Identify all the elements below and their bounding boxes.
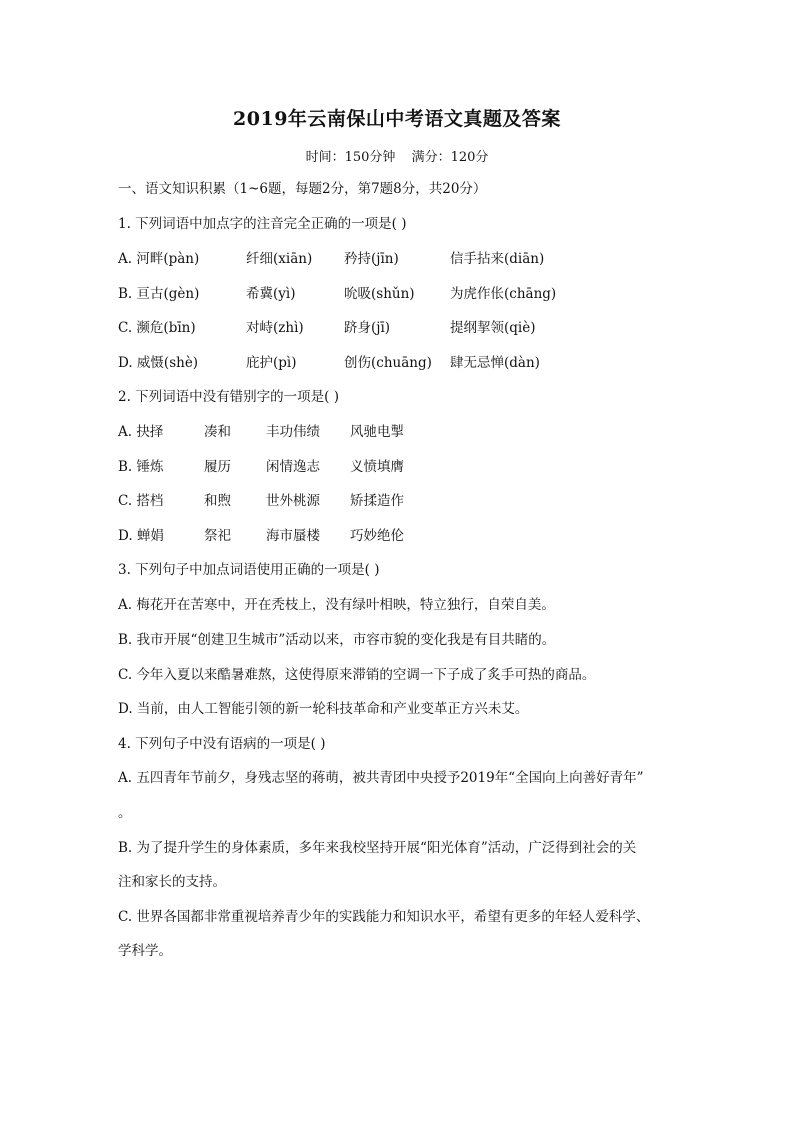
option-word: 海市蜃楼 — [266, 528, 320, 544]
option-word: A. 河畔(pàn) — [118, 251, 200, 267]
option-word: 跻身(jī) — [344, 320, 391, 336]
question-3-option-c: C. 今年入夏以来酷暑难熬，这使得原来滞销的空调一下子成了炙手可热的商品。 — [118, 667, 596, 683]
option-word: 矜持(jīn) — [344, 251, 399, 267]
exam-meta — [0, 146, 794, 165]
option-word: 风驰电掣 — [350, 424, 404, 440]
option-word: 世外桃源 — [266, 493, 320, 509]
section-heading: 一、语文知识积累（1~6题，每题2分，第7题8分，共20分） — [118, 181, 487, 197]
option-word: 闲情逸志 — [266, 459, 320, 475]
option-word: B. 锤炼 — [118, 459, 164, 475]
option-word: C. 濒危(bīn) — [118, 320, 196, 336]
option-word: 祭祀 — [204, 528, 231, 544]
option-word: 为虎作伥(chāng) — [450, 286, 557, 302]
option-word: 提纲挈领(qiè) — [450, 320, 536, 336]
option-word: 丰功伟绩 — [266, 424, 320, 440]
option-word: A. 抉择 — [118, 424, 164, 440]
question-2-stem: 2. 下列词语中没有错别字的一项是( ) — [118, 389, 339, 405]
question-3-stem: 3. 下列句子中加点词语使用正确的一项是( ) — [118, 562, 380, 578]
question-4-option-a: A. 五四青年节前夕，身残志坚的蒋萌，被共青团中央授予2019年“全国向上向善好青年” — [118, 770, 644, 786]
question-3-option-d: D. 当前，由人工智能引领的新一轮科技革命和产业变革正方兴未艾。 — [118, 701, 529, 717]
question-4-option-c-cont: 学科学。 — [118, 943, 172, 959]
option-word: 信手拈来(diān) — [450, 251, 545, 267]
option-word: D. 蝉娟 — [118, 528, 164, 544]
option-word: 义愤填膺 — [350, 459, 404, 475]
question-4-option-b: B. 为了提升学生的身体素质，多年来我校坚持开展“阳光体育”活动，广泛得到社会的关 — [118, 840, 637, 856]
exam-score: 满分：120分 — [411, 150, 489, 165]
question-4-option-c: C. 世界各国都非常重视培养青少年的实践能力和知识水平，希望有更多的年轻人爱科学、 — [118, 909, 650, 925]
option-word: B. 亘古(gèn) — [118, 286, 200, 302]
option-word: 凑和 — [204, 424, 231, 440]
option-word: D. 威慑(shè) — [118, 355, 199, 371]
option-word: 吮吸(shǔn) — [344, 286, 415, 302]
option-word: 庇护(pì) — [246, 355, 297, 371]
option-word: 肆无忌惮(dàn) — [450, 355, 540, 371]
option-word: 和煦 — [204, 493, 231, 509]
question-1-stem: 1. 下列词语中加点字的注音完全正确的一项是( ) — [118, 216, 407, 232]
question-4-option-a-cont: 。 — [118, 805, 132, 821]
option-word: 创伤(chuāng) — [344, 355, 432, 371]
question-3-option-a: A. 梅花开在苦寒中，开在秃枝上，没有绿叶相映，特立独行，自荣自美。 — [118, 597, 555, 613]
option-word: C. 搭档 — [118, 493, 164, 509]
option-word: 纤细(xiān) — [246, 251, 313, 267]
question-4-option-b-cont: 注和家长的支持。 — [118, 874, 226, 890]
question-4-stem: 4. 下列句子中没有语病的一项是( ) — [118, 736, 326, 752]
option-word: 履历 — [204, 459, 231, 475]
option-word: 希冀(yì) — [246, 286, 296, 302]
exam-time: 时间：150分钟 — [305, 150, 396, 165]
option-word: 矫揉造作 — [350, 493, 404, 509]
option-word: 巧妙绝伦 — [350, 528, 404, 544]
option-word: 对峙(zhì) — [246, 320, 304, 336]
question-3-option-b: B. 我市开展“创建卫生城市”活动以来，市容市貌的变化我是有目共睹的。 — [118, 632, 556, 648]
page-title: 2019年云南保山中考语文真题及答案 — [233, 108, 561, 130]
